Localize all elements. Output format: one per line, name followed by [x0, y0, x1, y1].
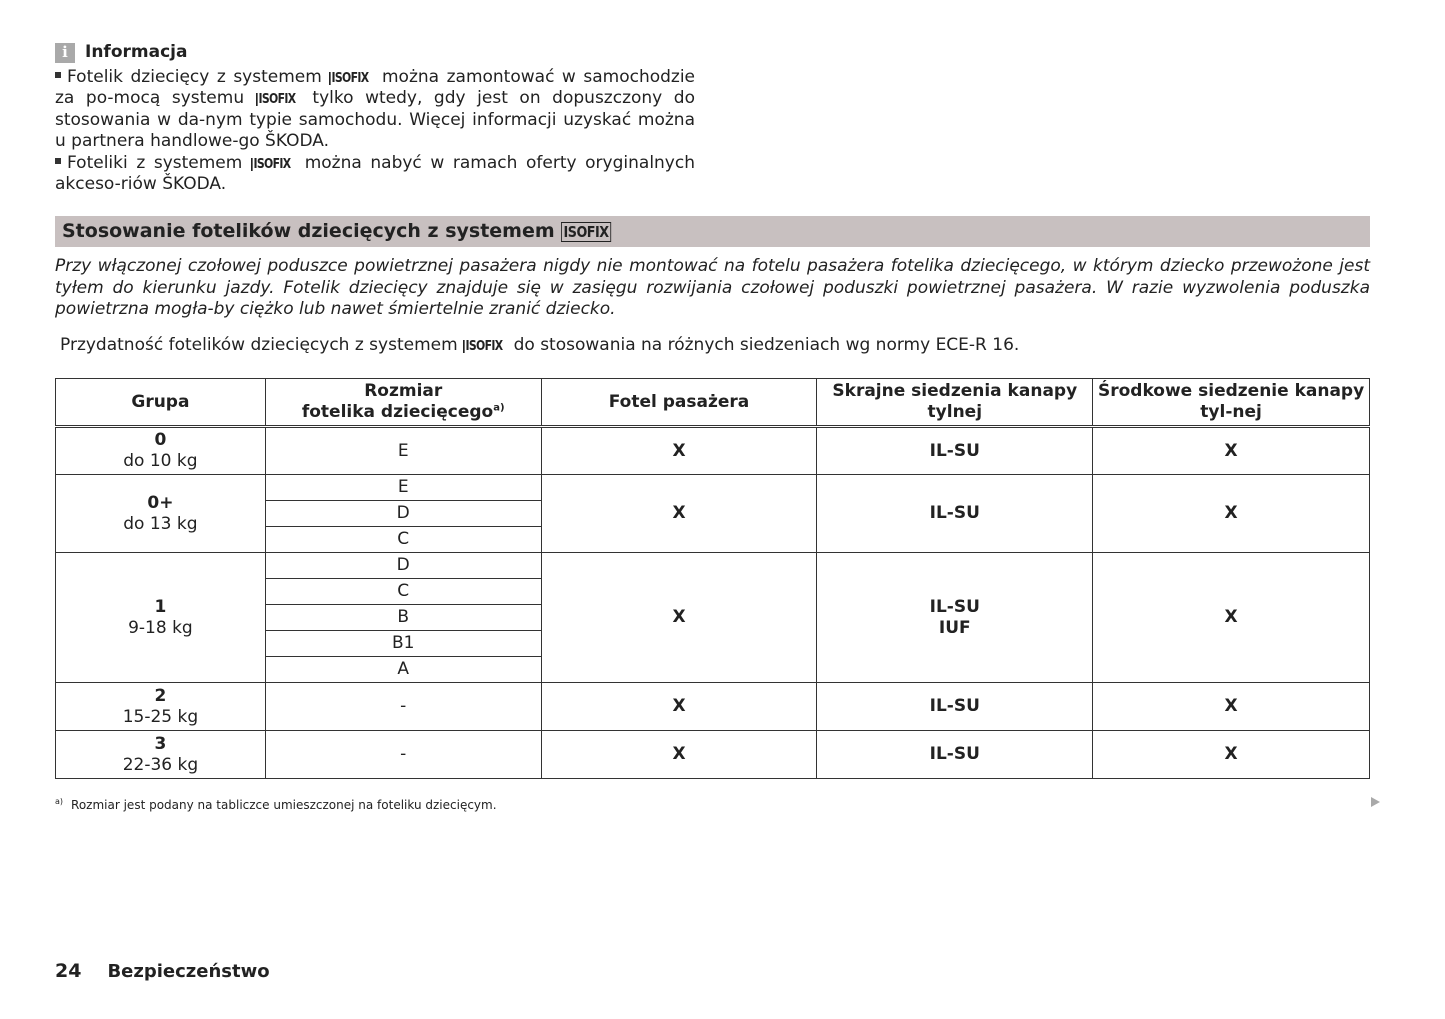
group-cell: 3 22-36 kg	[56, 731, 266, 779]
outer-rear-cell: IL-SU	[817, 427, 1093, 475]
size-cell: B1	[265, 631, 541, 657]
group-cell: 2 15-25 kg	[56, 683, 266, 731]
warning-text: Przy włączonej czołowej poduszce powietrznej pasażera nigdy nie montować na fotelu pasażera fotelika dziecięcego, w którym dziecko przewożone jest tyłem do kierunku jazdy. Fotelik dziecięcy znajduje się w zasięgu rozwijania czołowej poduszki powietrznej pasażera. W razie wyzwolenia poduszka powietrzna mogła-by ciężko lub nawet śmiertelnie zranić dziecko.	[55, 256, 1370, 319]
size-cell: -	[265, 683, 541, 731]
size-cell: D	[265, 553, 541, 579]
size-cell: C	[265, 527, 541, 553]
middle-rear-cell: X	[1093, 553, 1370, 683]
info-paragraph-1: Fotelik dziecięcy z systemem ISOFIX można zamontować w samochodzie za po-mocą systemu ISOFIX tylko wtedy, gdy jest on dopuszczony do stosowania w da-nym typie samochodu. Więcej informacji uzyskać można u partnera handlowe-go ŠKODA.	[55, 66, 696, 151]
outer-rear-cell: IL-SU	[817, 475, 1093, 553]
chapter-title: Bezpieczeństwo	[107, 961, 270, 982]
size-cell: E	[265, 475, 541, 501]
middle-rear-cell: X	[1093, 427, 1370, 475]
isofix-logo-icon: ISOFIX	[463, 340, 502, 353]
isofix-logo-icon: ISOFIX	[256, 93, 295, 106]
middle-rear-cell: X	[1093, 683, 1370, 731]
size-cell: E	[265, 427, 541, 475]
header-size: Rozmiar fotelika dziecięcego$^{a)}$	[265, 379, 541, 427]
group-cell: 1 9-18 kg	[56, 553, 266, 683]
info-title: Informacja	[85, 42, 188, 62]
header-passenger: Fotel pasażera	[541, 379, 817, 427]
section-heading: Stosowanie fotelików dziecięcych z systemem ISOFIX	[55, 216, 1370, 247]
isofix-logo-icon: ISOFIX	[251, 158, 290, 171]
group-cell: 0+ do 13 kg	[56, 475, 266, 553]
isofix-compatibility-table	[55, 378, 1370, 779]
header-outer-rear: Skrajne siedzenia kanapy tylnej	[817, 379, 1093, 427]
passenger-cell: X	[541, 553, 817, 683]
info-icon: i	[55, 43, 75, 63]
passenger-cell: X	[541, 475, 817, 553]
table-row	[56, 553, 1370, 579]
passenger-cell: X	[541, 683, 817, 731]
header-group: Grupa	[56, 379, 266, 427]
outer-rear-cell: IL-SU IUF	[817, 553, 1093, 683]
page-number: 24	[55, 960, 82, 982]
footnote-text: Rozmiar jest podany na tabliczce umieszczonej na foteliku dziecięcym.	[71, 798, 497, 812]
next-page-arrow-icon[interactable]	[1371, 797, 1380, 807]
header-middle-rear: Środkowe siedzenie kanapy tyl-nej	[1093, 379, 1370, 427]
footnote-ref: a)	[493, 402, 505, 414]
middle-rear-cell: X	[1093, 731, 1370, 779]
bullet-icon	[55, 158, 61, 164]
page-footer	[55, 960, 270, 982]
footnote-mark: a)	[55, 797, 64, 806]
outer-rear-cell: IL-SU	[817, 731, 1093, 779]
info-header	[55, 42, 695, 64]
table-row	[56, 683, 1370, 731]
size-cell: -	[265, 731, 541, 779]
table-header-row	[56, 379, 1370, 427]
outer-rear-cell: IL-SU	[817, 683, 1093, 731]
size-cell: A	[265, 657, 541, 683]
isofix-logo-icon: ISOFIX	[329, 72, 368, 85]
table-row	[56, 475, 1370, 501]
passenger-cell: X	[541, 427, 817, 475]
table-row	[56, 731, 1370, 779]
size-cell: D	[265, 501, 541, 527]
table-caption: Przydatność fotelików dziecięcych z systemem ISOFIX do stosowania na różnych siedzeniach wg normy ECE-R 16.	[60, 335, 1020, 355]
middle-rear-cell: X	[1093, 475, 1370, 553]
size-cell: C	[265, 579, 541, 605]
passenger-cell: X	[541, 731, 817, 779]
size-cell: B	[265, 605, 541, 631]
group-cell: 0 do 10 kg	[56, 427, 266, 475]
info-paragraph-2: Foteliki z systemem ISOFIX można nabyć w ramach oferty oryginalnych akceso-riów ŠKODA.	[55, 152, 695, 194]
isofix-logo-icon: ISOFIX	[561, 222, 611, 242]
bullet-icon	[55, 72, 61, 78]
table-row	[56, 427, 1370, 475]
table-footnote	[55, 798, 497, 812]
info-box	[55, 42, 695, 196]
